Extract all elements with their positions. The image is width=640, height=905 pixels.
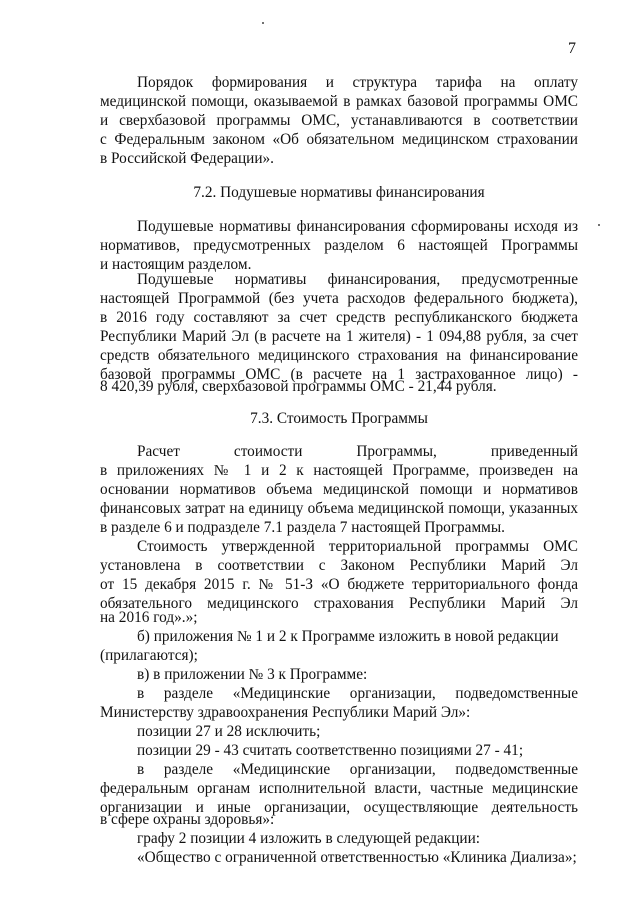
text-line: Порядок формирования и структура тарифа на оплату <box>137 74 578 91</box>
text-line: «Общество с ограниченной ответственностью «Клиника Диализа»; <box>137 849 577 866</box>
text-line: 8 420,39 рубля, сверхбазовой программы ОМС - 21,44 рубля. <box>100 378 497 395</box>
text-line: нормативов, предусмотренных разделом 6 настоящей Программы <box>100 237 578 254</box>
text-line: и настоящим разделом. <box>100 256 252 273</box>
text-line: в разделе «Медицинские организации, подведомственные <box>137 761 578 778</box>
text-line: обязательного медицинского страхования Республики Марий Эл <box>100 595 578 612</box>
scan-speck <box>262 22 264 24</box>
text-line: Стоимость утвержденной территориальной программы ОМС <box>137 538 578 555</box>
text-line: в сфере охраны здоровья»: <box>100 811 275 828</box>
text-line: позиции 27 и 28 исключить; <box>137 723 321 740</box>
text-line: с Федеральным законом «Об обязательном медицинском страховании <box>100 131 578 148</box>
text-line: в приложениях № 1 и 2 к настоящей Программе, произведен на <box>100 462 578 479</box>
text-line: основании нормативов объема медицинской помощи и нормативов <box>100 481 578 498</box>
text-line: федеральным органам исполнительной власти, частные медицинские <box>100 780 578 797</box>
text-line: в 2016 году составляют за счет средств республиканского бюджета <box>100 309 578 326</box>
text-line: б) приложения № 1 и 2 к Программе изложить в новой редакции <box>137 628 559 645</box>
text-line: настоящей Программой (без учета расходов федерального бюджета), <box>100 290 578 307</box>
text-line: средств обязательного медицинского страхования на финансирование <box>100 347 578 364</box>
text-line: в) в приложении № 3 к Программе: <box>137 666 368 683</box>
text-line: финансовых затрат на единицу объема медицинской помощи, указанных <box>100 500 578 517</box>
text-line: Республики Марий Эл (в расчете на 1 жителя) - 1 094,88 рубля, за счет <box>100 328 578 345</box>
text-line: в разделе 6 и подразделе 7.1 раздела 7 настоящей Программы. <box>100 519 505 536</box>
text-line: (прилагаются); <box>100 647 198 664</box>
text-line: Подушевые нормативы финансирования, предусмотренные <box>137 271 578 288</box>
text-line: базовой программы ОМС (в расчете на 1 застрахованное лицо) - <box>100 366 578 383</box>
text-line: организации и иные организации, осуществляющие деятельность <box>100 799 578 816</box>
scan-speck <box>598 224 600 226</box>
text-line: от 15 декабря 2015 г. № 51-З «О бюджете территориального фонда <box>100 576 578 593</box>
text-line: медицинской помощи, оказываемой в рамках базовой программы ОМС <box>100 93 578 110</box>
text-line: и сверхбазовой программы ОМС, устанавливаются в соответствии <box>100 112 578 129</box>
section-heading: 7.3. Стоимость Программы <box>250 410 428 427</box>
page-number: 7 <box>568 40 576 57</box>
text-line: Министерству здравоохранения Республики Марий Эл»: <box>100 704 471 721</box>
text-line: на 2016 год».»; <box>100 609 198 626</box>
text-line: Подушевые нормативы финансирования сформированы исходя из <box>137 218 578 235</box>
text-line: позиции 29 - 43 считать соответственно позициями 27 - 41; <box>137 742 524 759</box>
text-line: установлена в соответствии с Законом Республики Марий Эл <box>100 557 578 574</box>
text-line: в Российской Федерации». <box>100 150 274 167</box>
text-line: в разделе «Медицинские организации, подведомственные <box>137 685 578 702</box>
section-heading: 7.2. Подушевые нормативы финансирования <box>193 184 485 201</box>
text-line: Расчет стоимости Программы, приведенный <box>137 443 578 460</box>
text-line: графу 2 позиции 4 изложить в следующей редакции: <box>137 830 481 847</box>
